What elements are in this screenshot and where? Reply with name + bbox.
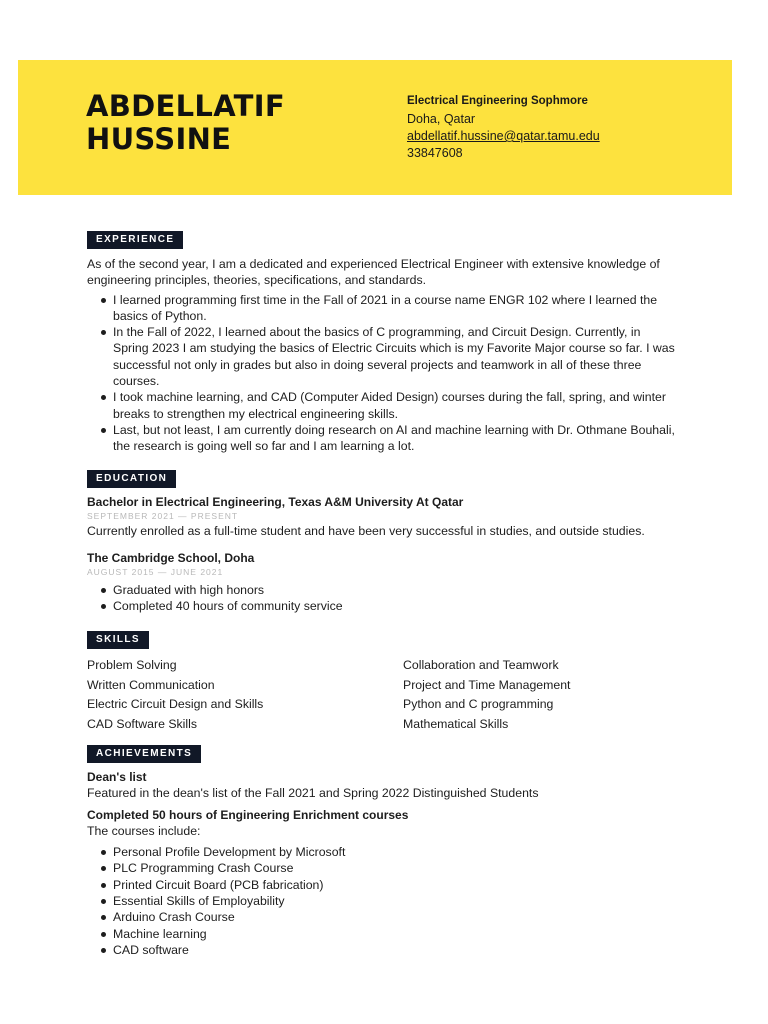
list-item: I learned programming first time in the Fall of 2021 in a course name ENGR 102 where I learned the basics of Python. [101, 292, 677, 325]
skill-item: Collaboration and Teamwork [403, 658, 559, 672]
education-list [87, 582, 687, 615]
resume-header [18, 60, 732, 195]
education-entry-title: The Cambridge School, Doha [87, 550, 255, 565]
name-line-2: HUSSINE [86, 122, 232, 156]
list-item: Last, but not least, I am currently doing research on AI and machine learning with Dr. Othmane Bouhali, the research is going well so far and I am learning a lot. [101, 422, 677, 455]
skill-item: Electric Circuit Design and Skills [87, 697, 264, 711]
achievement-description: The courses include: [87, 823, 201, 838]
achievement-title: Completed 50 hours of Engineering Enrichment courses [87, 807, 409, 822]
education-section [87, 469, 687, 614]
skills-column-right [403, 657, 570, 735]
list-item: Essential Skills of Employability [101, 893, 687, 909]
courses-list [87, 844, 687, 958]
phone-number: 33847608 [407, 146, 463, 160]
list-item: PLC Programming Crash Course [101, 860, 687, 876]
education-entry-title: Bachelor in Electrical Engineering, Texas A&M University At Qatar [87, 495, 464, 509]
skill-item: Written Communication [87, 677, 215, 692]
experience-section [87, 230, 687, 455]
skill-item: CAD Software Skills [87, 716, 198, 731]
education-entry-dates: SEPTEMBER 2021 — PRESENT [87, 511, 239, 522]
achievements-section [87, 744, 687, 958]
education-entry-dates: AUGUST 2015 — JUNE 2021 [87, 566, 224, 577]
list-item: I took machine learning, and CAD (Computer Aided Design) courses during the fall, spring, and winter breaks to strengthen my electrical engineering skills. [101, 389, 677, 422]
name-line-1: ABDELLATIF [86, 89, 285, 123]
skill-item: Mathematical Skills [403, 716, 509, 731]
skill-item: Problem Solving [87, 658, 177, 672]
experience-intro: As of the second year, I am a dedicated and experienced Electrical Engineer with extensive knowledge of engineering principles, theories, specifications, and standards. [87, 257, 660, 288]
list-item: Personal Profile Development by Microsoft [101, 844, 687, 860]
experience-heading: EXPERIENCE [87, 231, 183, 249]
skills-grid [87, 657, 687, 735]
list-item: Arduino Crash Course [101, 909, 687, 925]
skills-heading: SKILLS [87, 631, 149, 649]
skills-section [87, 630, 687, 735]
email-link[interactable]: abdellatif.hussine@qatar.tamu.edu [407, 129, 600, 143]
education-entry-description: Currently enrolled as a full-time student and have been very successful in studies, and outside studies. [87, 524, 645, 539]
list-item: In the Fall of 2022, I learned about the basics of C programming, and Circuit Design. Currently, in Spring 2023 I am studying the basics of Electric Circuits which is my Favorite Major course so far. I was successful not only in grades but also in doing several projects and teamwork in all of these three courses. [101, 324, 677, 389]
contact-block [407, 93, 600, 162]
experience-list [87, 292, 677, 455]
list-item: Graduated with high honors [101, 582, 687, 598]
achievements-heading: ACHIEVEMENTS [87, 745, 201, 763]
candidate-name [86, 90, 285, 156]
skill-item: Project and Time Management [403, 677, 571, 692]
skills-column-left [87, 657, 263, 735]
achievement-description: Featured in the dean's list of the Fall 2021 and Spring 2022 Distinguished Students [87, 786, 539, 801]
skill-item: Python and C programming [403, 697, 554, 711]
education-heading: EDUCATION [87, 470, 176, 488]
job-role: Electrical Engineering Sophmore [407, 95, 588, 107]
list-item: Completed 40 hours of community service [101, 598, 687, 614]
location: Doha, Qatar [407, 112, 476, 126]
list-item: Machine learning [101, 926, 687, 942]
achievement-title: Dean's list [87, 770, 147, 784]
list-item: Printed Circuit Board (PCB fabrication) [101, 877, 687, 893]
list-item: CAD software [101, 942, 687, 958]
